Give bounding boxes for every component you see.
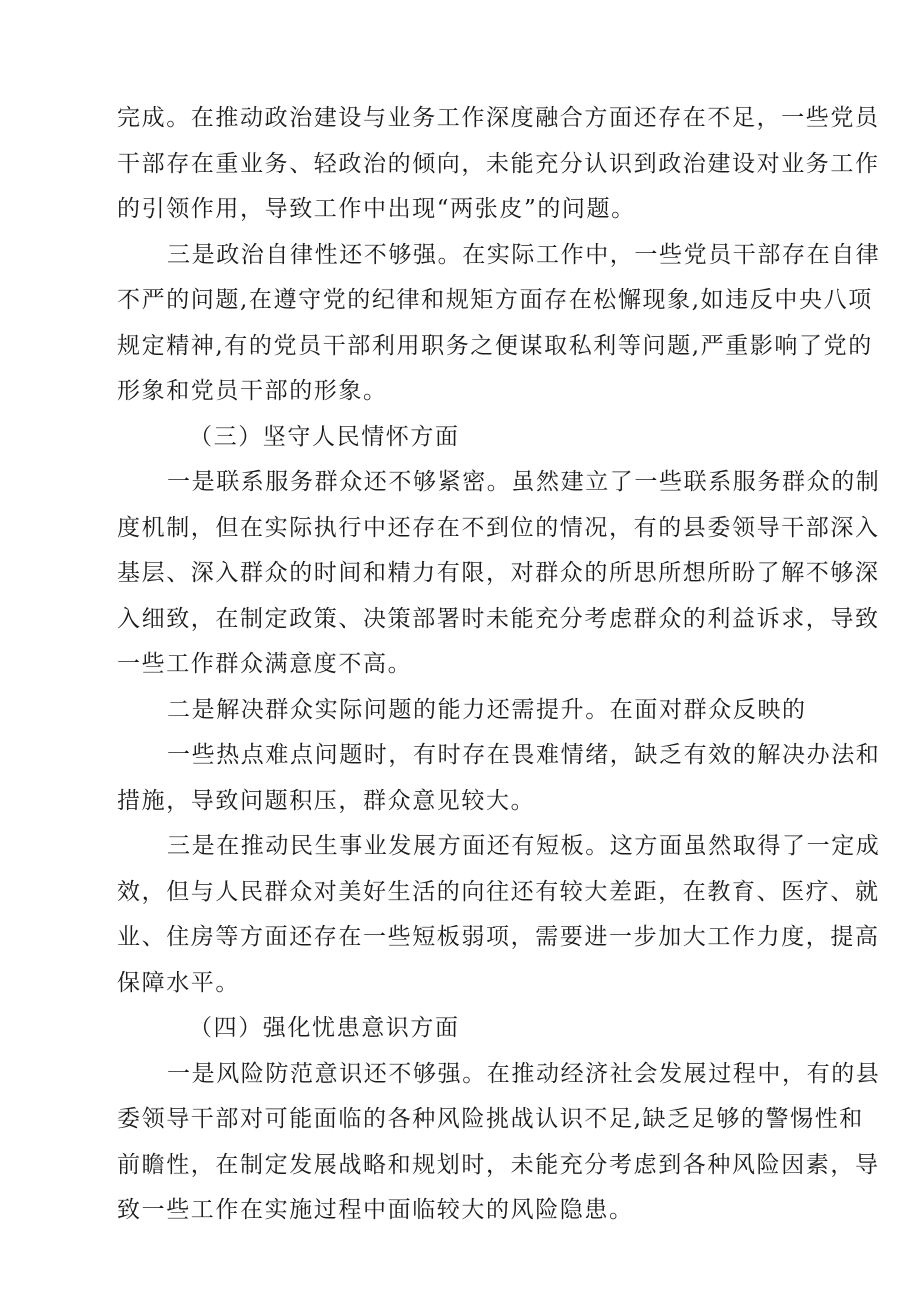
- text-line: 完成。在推动政治建设与业务工作深度融合方面还存在不足，一些党员: [117, 105, 880, 131]
- text-line: 一是风险防范意识还不够强。在推动经济社会发展过程中，有的县: [167, 1060, 881, 1087]
- text-line: 致一些工作在实施过程中面临较大的风险隐患。: [117, 1197, 634, 1223]
- text-line: 度机制，但在实际执行中还存在不到位的情况，有的县委领导干部深入: [117, 514, 880, 541]
- document-body: [117, 96, 881, 1234]
- text-line: 效，但与人民群众对美好生活的向往还有较大差距，在教育、医疗、就: [117, 878, 880, 905]
- section-heading: （三）坚守人民情怀方面: [189, 423, 460, 450]
- text-line: 委领导干部对可能面临的各种风险挑战认识不足,缺乏足够的警惕性和: [117, 1106, 864, 1132]
- text-line: 一些热点难点问题时，有时存在畏难情绪，缺乏有效的解决办法和: [167, 742, 881, 768]
- text-line: 基层、深入群众的时间和精力有限，对群众的所思所想所盼了解不够深: [117, 560, 880, 586]
- text-line: 规定精神,有的党员干部利用职务之便谋取私利等问题,严重影响了党的: [117, 332, 873, 359]
- text-line: 一些工作群众满意度不高。: [117, 651, 413, 677]
- text-line: 业、住房等方面还存在一些短板弱项，需要进一步加大工作力度，提高: [117, 924, 880, 950]
- text-line: 三是政治自律性还不够强。在实际工作中，一些党员干部存在自律: [167, 241, 881, 268]
- text-line: 形象和党员干部的形象。: [117, 378, 388, 404]
- text-line: 保障水平。: [117, 969, 240, 996]
- text-line: 一是联系服务群众还不够紧密。虽然建立了一些联系服务群众的制: [167, 469, 881, 495]
- text-line: 入细致，在制定政策、决策部署时未能充分考虑群众的利益诉求，导致: [117, 605, 880, 632]
- section-heading: （四）强化忧患意识方面: [189, 1015, 460, 1041]
- text-line: 三是在推动民生事业发展方面还有短板。这方面虽然取得了一定成: [167, 833, 881, 859]
- text-line: 措施，导致问题积压，群众意见较大。: [117, 787, 536, 814]
- text-line: 的引领作用，导致工作中出现“两张皮”的问题。: [117, 196, 636, 222]
- text-line: 前瞻性，在制定发展战略和规划时，未能充分考虑到各种风险因素，导: [117, 1151, 880, 1178]
- text-line: 二是解决群众实际问题的能力还需提升。在面对群众反映的: [167, 696, 807, 723]
- text-line: 干部存在重业务、轻政治的倾向，未能充分认识到政治建设对业务工作: [117, 150, 880, 177]
- text-line: 不严的问题,在遵守党的纪律和规矩方面存在松懈现象,如违反中央八项: [117, 287, 873, 313]
